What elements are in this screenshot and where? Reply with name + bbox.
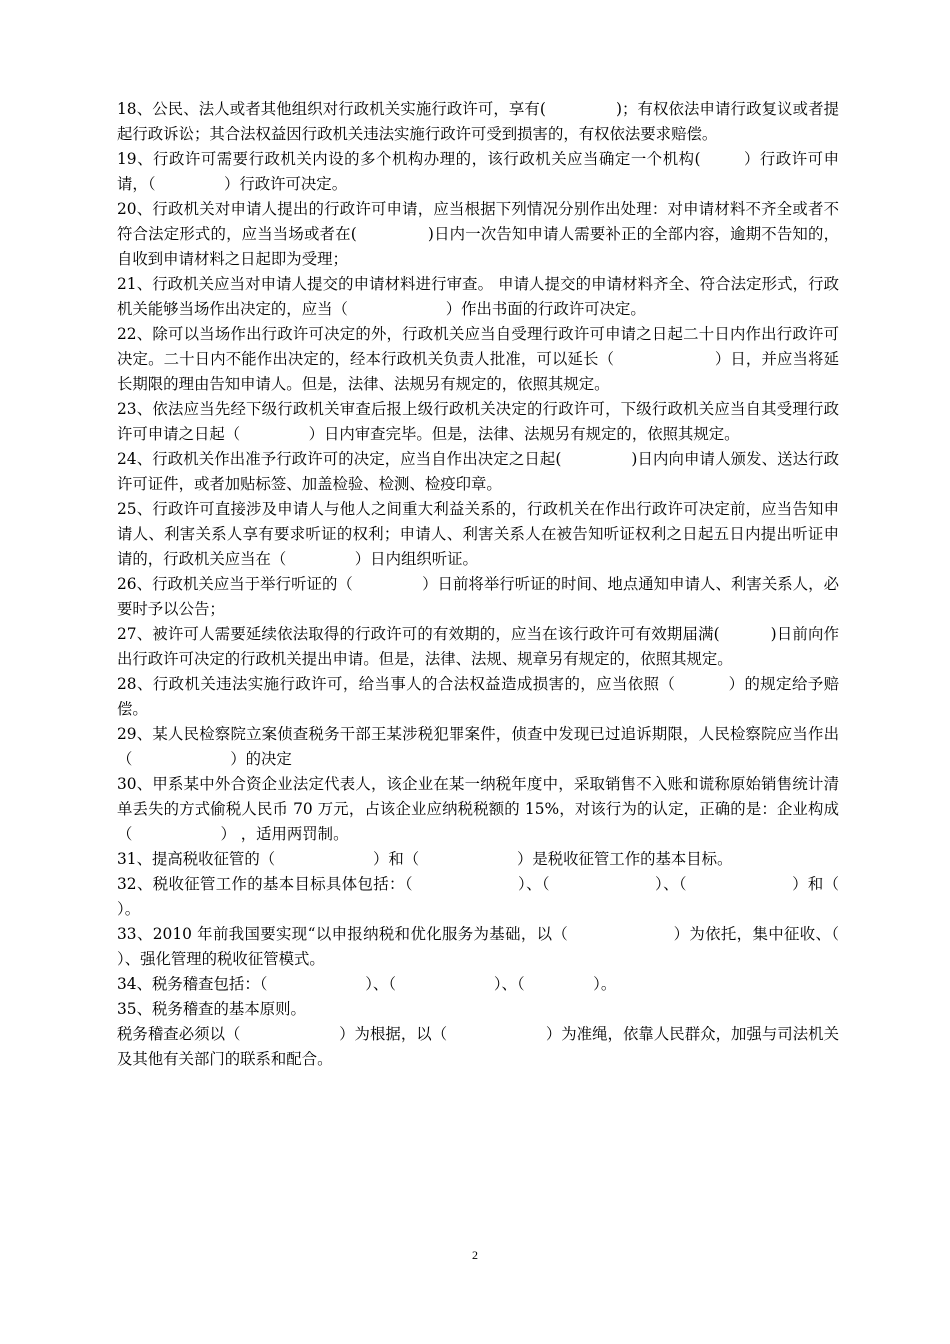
question-33: 33、2010 年前我国要实现“以申报纳税和优化服务为基础，以（ ）为依托，集中征收、（ ）、强化管理的税收征管模式。	[117, 925, 937, 968]
question-20: 20、行政机关对申请人提出的行政许可申请，应当根据下列情况分别作出处理：对申请材料不齐全或者不符合法定形式的，应当当场或者在( )日内一次告知申请人需要补正的全部内容，逾期不告知的，自收到申请材料之日起即为受理；	[117, 200, 839, 268]
question-23: 23、依法应当先经下级行政机关审查后报上级行政机关决定的行政许可，下级行政机关应当自其受理行政许可申请之日起（ ）日内审查完毕。但是，法律、法规另有规定的，依照其规定。	[117, 400, 839, 443]
question-26: 26、行政机关应当于举行听证的（ ）日前将举行听证的时间、地点通知申请人、利害关系人，必要时予以公告；	[117, 575, 839, 618]
question-27: 27、被许可人需要延续依法取得的行政许可的有效期的，应当在该行政许可有效期届满( )日前向作出行政许可决定的行政机关提出申请。但是，法律、法规、规章另有规定的，依照其规定。	[117, 625, 839, 668]
question-34: 34、税务稽查包括：（ ）、（ ）、（ ）。	[117, 975, 617, 993]
question-25: 25、行政许可直接涉及申请人与他人之间重大利益关系的，行政机关在作出行政许可决定前，应当告知申请人、利害关系人享有要求听证的权利；申请人、利害关系人在被告知听证权利之日起五日内提出听证申请的，行政机关应当在（ ）日内组织听证。	[117, 500, 839, 568]
question-35-title: 35、税务稽查的基本原则。	[117, 1000, 306, 1018]
question-29: 29、某人民检察院立案侦查税务干部王某涉税犯罪案件，侦查中发现已过追诉期限，人民检察院应当作出（ ）的决定	[117, 725, 839, 768]
question-31: 31、提高税收征管的（ ）和（ ）是税收征管工作的基本目标。	[117, 850, 733, 868]
question-22: 22、除可以当场作出行政许可决定的外，行政机关应当自受理行政许可申请之日起二十日内作出行政许可决定。二十日内不能作出决定的，经本行政机关负责人批准，可以延长（ ）日，并应当将延长期限的理由告知申请人。但是，法律、法规另有规定的，依照其规定。	[117, 325, 839, 393]
question-30: 30、甲系某中外合资企业法定代表人，该企业在某一纳税年度中，采取销售不入账和谎称原始销售统计清单丢失的方式偷税人民币 70 万元，占该企业应纳税税额的 15%，对该行为的认定，正确的是：企业构成（ ） ，适用两罚制。	[117, 775, 839, 843]
question-24: 24、行政机关作出准予行政许可的决定，应当自作出决定之日起( )日内向申请人颁发、送达行政许可证件，或者加贴标签、加盖检验、检测、检疫印章。	[117, 450, 839, 493]
question-35-body: 税务稽查必须以（ ）为根据，以（ ）为准绳，依靠人民群众，加强与司法机关及其他有关部门的联系和配合。	[117, 1025, 839, 1068]
question-21: 21、行政机关应当对申请人提交的申请材料进行审查。 申请人提交的申请材料齐全、符合法定形式，行政机关能够当场作出决定的，应当（ ）作出书面的行政许可决定。	[117, 275, 839, 318]
document-body	[117, 97, 937, 1072]
question-28: 28、行政机关违法实施行政许可，给当事人的合法权益造成损害的，应当依照（ ）的规定给予赔偿。	[117, 675, 839, 718]
question-32: 32、税收征管工作的基本目标具体包括：（ ）、（ ）、（ ）和（ ）。	[117, 875, 918, 918]
page-number: 2	[472, 1248, 478, 1262]
question-18: 18、公民、法人或者其他组织对行政机关实施行政许可，享有( )；有权依法申请行政复议或者提起行政诉讼；其合法权益因行政机关违法实施行政许可受到损害的，有权依法要求赔偿。	[117, 100, 839, 143]
question-19: 19、行政许可需要行政机关内设的多个机构办理的，该行政机关应当确定一个机构( ）行政许可申请，（ ）行政许可决定。	[117, 150, 839, 193]
